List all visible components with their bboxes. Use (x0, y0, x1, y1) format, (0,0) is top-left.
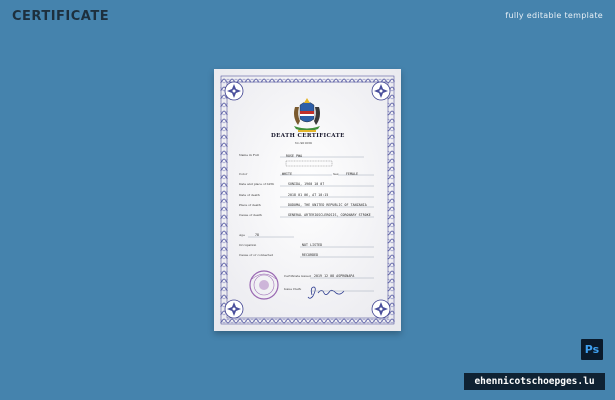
cause-label: Cause of death (239, 213, 262, 217)
photoshop-icon: Ps (581, 339, 603, 360)
sex-value: FEMALE (346, 172, 359, 176)
color-label: Color (239, 172, 248, 176)
watermark-text: ehennicotschoepges.lu (464, 373, 605, 390)
place-label: Place of death (239, 203, 261, 207)
registrar-label: Issue Clerk (284, 287, 302, 291)
certificate-border (214, 69, 401, 331)
age-label: Age (239, 233, 245, 237)
page-subtitle: fully editable template (505, 11, 603, 20)
color-value: WHITE (282, 172, 293, 176)
page-title: CERTIFICATE (12, 9, 110, 24)
cause-value: GENERAL ARTERIOSCLEROSIS, CORONARY STROKE (288, 213, 371, 217)
dob-label: Date and place of birth (239, 182, 275, 186)
place-value: DODOMA, THE UNITED REPUBLIC OF TANZANIA (288, 203, 367, 207)
official-seal-icon (250, 271, 278, 299)
name-value: ROSE PWA (286, 154, 303, 158)
dob-value: SUNIDA, 1960 10 07 (288, 182, 325, 186)
name-label: Name in Full (239, 153, 259, 157)
age-value: 78 (255, 233, 260, 237)
sex-label: Sex (333, 172, 339, 176)
certificate-number: No 901039 (295, 141, 312, 145)
issued-label: Certificate issued (284, 274, 311, 278)
issued-value: 2019 12 08 ASPRONAPA (314, 274, 355, 278)
occupation-label: Occupation (239, 243, 257, 247)
certificate-document (214, 69, 401, 331)
other-label: Cause of or connected (239, 253, 274, 257)
dod-value: 2018 01 06, AT 10:15 (288, 193, 329, 197)
occupation-value: NOT LISTED (302, 243, 323, 247)
certificate-heading: DEATH CERTIFICATE (271, 133, 345, 139)
dod-label: Date of death (239, 193, 260, 197)
other-value: RECORDED (302, 253, 319, 257)
